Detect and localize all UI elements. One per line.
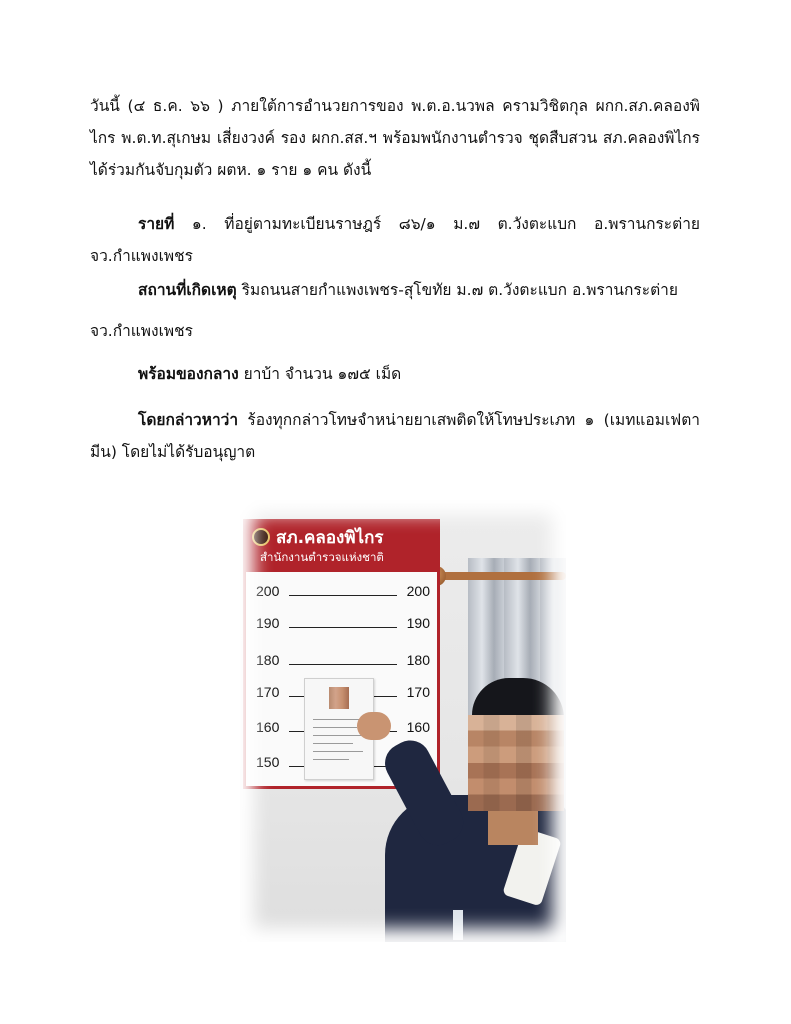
scale-row: [256, 652, 430, 676]
scale-label-left: 200: [256, 583, 280, 599]
intro-text: วันนี้ (๔ ธ.ค. ๖๖ ) ภายใต้การอำนวยการของ พ.ต.อ.นวพล ครามวิชิตกุล ผกก.สภ.คลองพิไกร พ.ต.ท.สุเกษม เสี่ยงวงค์ รอง ผกก.สส.ฯ พร้อมพนักงานตำรวจ ชุดสืบสวน สภ.คลองพิไกร ได้ร่วมกันจับกุมตัว ผตห. ๑ ราย ๑ คน ดังนี้: [90, 97, 700, 179]
location-text-2: จว.กำแพงเพชร: [90, 322, 193, 340]
scale-label-right: 190: [406, 615, 430, 631]
scale-label-right: 170: [406, 684, 430, 700]
lanyard-badge: [453, 910, 463, 940]
scale-line: [289, 595, 397, 596]
document-line: [313, 751, 363, 752]
suspect-text: ๑. ที่อยู่ตามทะเบียนราษฎร์ ๘๖/๑ ม.๗ ต.วังตะแบก อ.พรานกระต่าย จว.กำแพงเพชร: [90, 215, 700, 265]
charge-text: ร้องทุกกล่าวโทษจำหน่ายยาเสพติดให้โทษประเภท ๑ (เมทแอมเฟตามีน) โดยไม่ได้รับอนุญาต: [90, 411, 700, 461]
scale-label-left: 150: [256, 754, 280, 770]
evidence-text: ยาบ้า จำนวน ๑๗๕ เม็ด: [243, 365, 402, 383]
suspect-label: รายที่: [138, 215, 175, 233]
evidence-label: พร้อมของกลาง: [138, 365, 239, 383]
suspect-hand: [357, 712, 391, 740]
scale-label-left: 180: [256, 652, 280, 668]
document-line: [313, 719, 363, 720]
scale-label-left: 160: [256, 719, 280, 735]
board-header: [246, 522, 437, 572]
suspect-paragraph: [90, 208, 700, 272]
scale-row: [256, 615, 430, 639]
scale-line: [289, 664, 397, 665]
charge-paragraph: [90, 404, 700, 468]
police-emblem-icon: [252, 528, 270, 546]
blurred-mugshot: [329, 687, 349, 709]
arrest-photo: [240, 500, 566, 942]
scale-label-left: 170: [256, 684, 280, 700]
document-line: [313, 727, 357, 728]
scale-label-left: 190: [256, 615, 280, 631]
scale-line: [289, 627, 397, 628]
document-line: [313, 759, 349, 760]
curtain-rod: [430, 572, 566, 580]
location-label: สถานที่เกิดเหตุ: [138, 281, 237, 299]
document-line: [313, 735, 365, 736]
location-paragraph-continued: [90, 315, 700, 347]
document-line: [313, 743, 353, 744]
scale-label-right: 160: [406, 719, 430, 735]
location-text: ริมถนนสายกำแพงเพชร-สุโขทัย ม.๗ ต.วังตะแบก อ.พรานกระต่าย: [241, 281, 678, 299]
intro-paragraph: [90, 90, 700, 186]
scale-row: [256, 583, 430, 607]
blurred-face: [468, 715, 564, 811]
location-paragraph: [90, 274, 700, 306]
board-title: สภ.คลองพิไกร: [276, 528, 384, 548]
evidence-paragraph: [90, 358, 700, 390]
scale-label-right: 180: [406, 652, 430, 668]
scale-label-right: 200: [406, 583, 430, 599]
charge-label: โดยกล่าวหาว่า: [138, 411, 239, 429]
board-subtitle: สำนักงานตำรวจแห่งชาติ: [260, 550, 384, 564]
